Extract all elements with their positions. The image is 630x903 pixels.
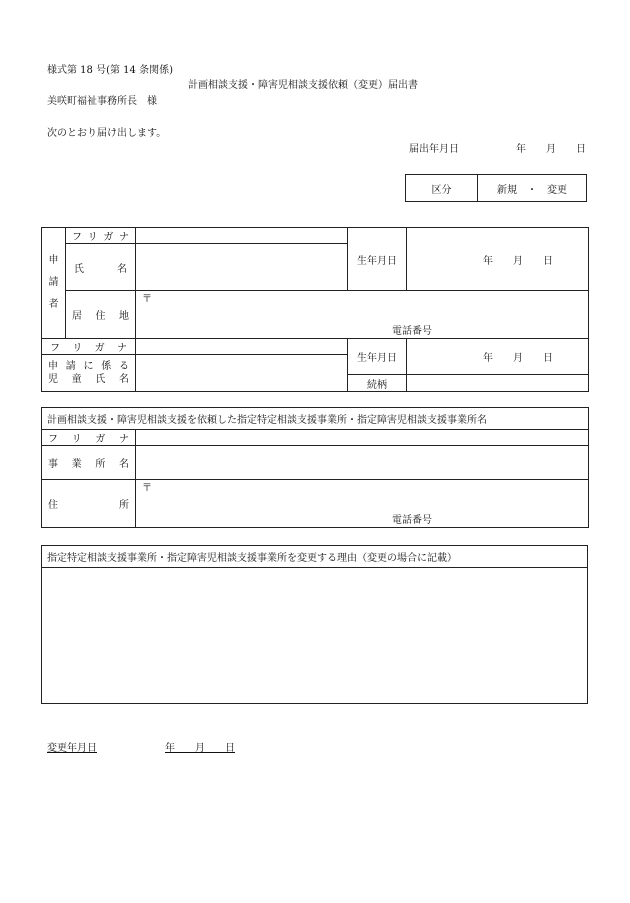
- applicant-phone-label: 電話番号: [392, 326, 432, 337]
- addressee: 美咲町福祉事務所長 様: [47, 96, 157, 107]
- office-address-label: 住 所: [42, 480, 136, 528]
- office-heading: 計画相談支援・障害児相談支援を依頼した指定特定相談支援事業所・指定障害児相談支援事業所名: [42, 408, 589, 430]
- child-furigana-label: フ リ ガ ナ: [42, 339, 136, 355]
- applicant-furigana-field[interactable]: [136, 228, 348, 244]
- office-table: [41, 407, 589, 528]
- reason-table: [41, 545, 588, 704]
- submission-date-field[interactable]: 年 月 日: [516, 144, 586, 155]
- change-date-label: 変更年月日: [47, 743, 97, 754]
- child-name-field[interactable]: [136, 355, 348, 392]
- office-postal-mark: 〒: [142, 483, 152, 494]
- reason-heading: 指定特定相談支援事業所・指定障害児相談支援事業所を変更する理由（変更の場合に記載）: [42, 546, 588, 568]
- applicant-side-label: 申 請 者: [42, 228, 66, 339]
- applicant-birthdate-label: 生年月日: [348, 228, 407, 291]
- category-value[interactable]: 新規 ・ 変更: [478, 175, 587, 202]
- applicant-birthdate-field[interactable]: 年 月 日: [407, 228, 589, 291]
- office-address-field[interactable]: [136, 480, 589, 528]
- reason-field[interactable]: [42, 568, 588, 704]
- applicant-furigana-label: フ リ ガ ナ: [66, 228, 136, 244]
- applicant-address-label: 居 住 地: [66, 291, 136, 339]
- office-phone-label: 電話番号: [392, 515, 432, 526]
- applicant-table: [41, 227, 589, 392]
- office-furigana-label: フ リ ガ ナ: [42, 430, 136, 446]
- submission-date-label: 届出年月日: [409, 144, 459, 155]
- category-box: [405, 174, 587, 202]
- applicant-name-field[interactable]: [136, 244, 348, 291]
- applicant-name-label: 氏 名: [66, 244, 136, 291]
- office-name-label: 事 業 所 名: [42, 446, 136, 480]
- child-birthdate-label: 生年月日: [348, 339, 407, 375]
- office-name-field[interactable]: [136, 446, 589, 480]
- child-birthdate-field[interactable]: 年 月 日: [407, 339, 589, 375]
- postal-mark: 〒: [142, 294, 152, 305]
- child-name-label: 申 請 に 係 る 児 童 氏 名: [42, 355, 136, 392]
- applicant-address-field[interactable]: [136, 291, 589, 339]
- child-furigana-field[interactable]: [136, 339, 348, 355]
- relationship-label: 続柄: [348, 375, 407, 392]
- form-number: 様式第 18 号(第 14 条関係): [47, 65, 173, 76]
- category-label: 区分: [406, 175, 478, 202]
- intro-text: 次のとおり届け出します。: [47, 128, 167, 139]
- office-furigana-field[interactable]: [136, 430, 589, 446]
- form-title: 計画相談支援・障害児相談支援依頼（変更）届出書: [188, 80, 418, 91]
- change-date-field[interactable]: 年 月 日: [165, 743, 235, 754]
- relationship-field[interactable]: [407, 375, 589, 392]
